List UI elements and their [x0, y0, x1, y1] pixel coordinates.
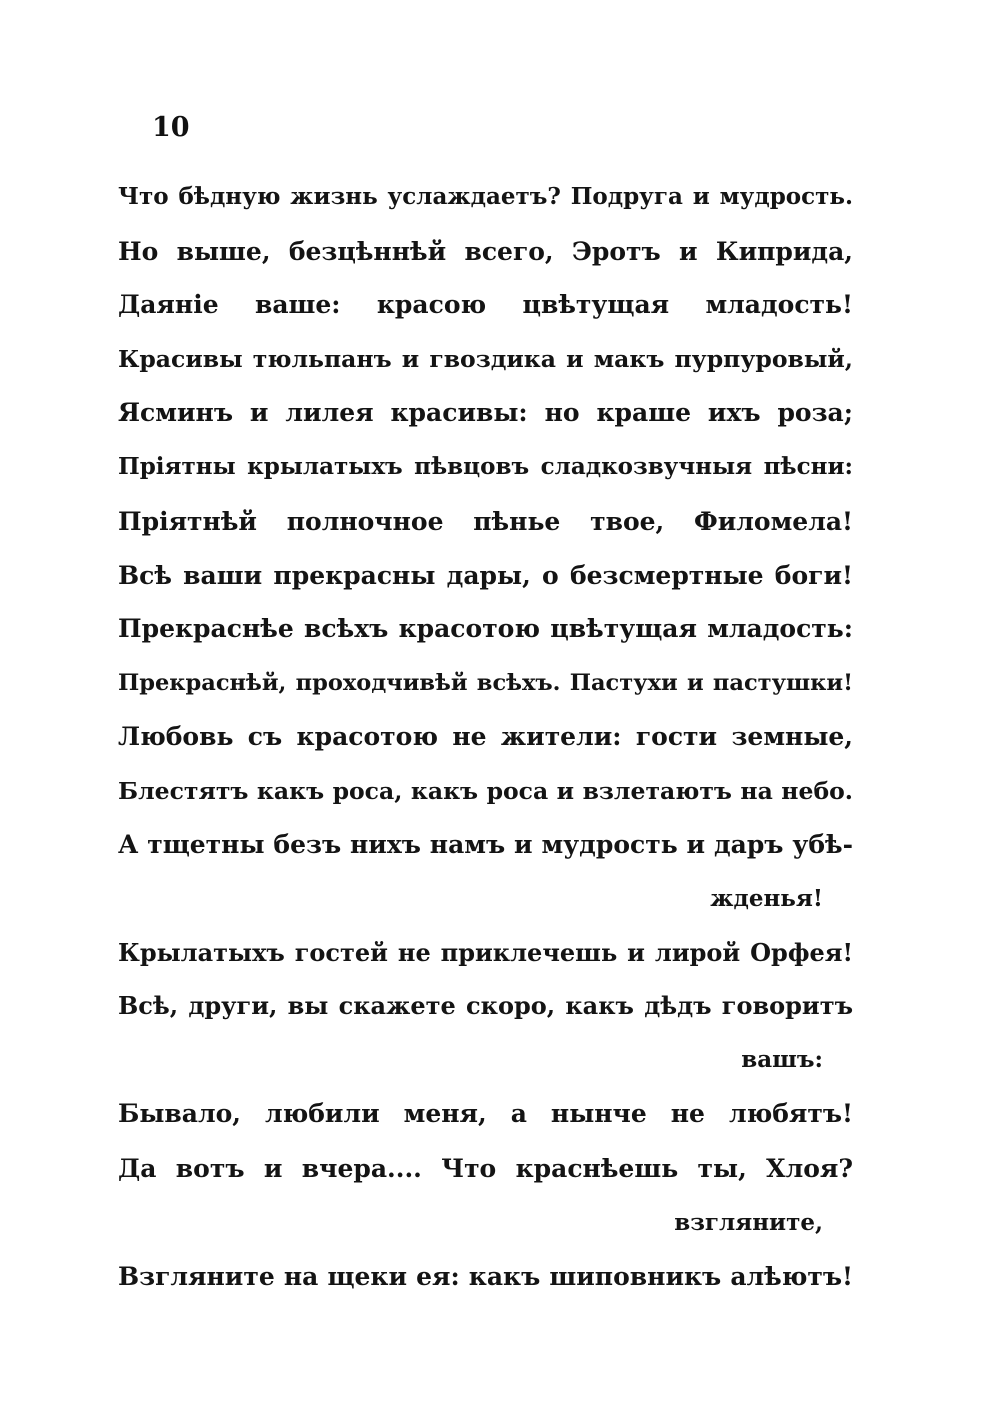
verse-line: Блестятъ какъ роса, какъ роса и взлетаютъ на небо. — [118, 777, 853, 805]
verse-line-continuation: взгляните, — [674, 1209, 823, 1236]
verse-line: Даяніе ваше: красою цвѣтущая младость! — [118, 290, 853, 319]
verse-line-continuation: вашъ: — [741, 1046, 823, 1073]
verse-line: Пріятны крылатыхъ пѣвцовъ сладкозвучныя пѣсни: — [118, 453, 853, 480]
verse-line: Пріятнѣй полночное пѣнье твое, Филомела! — [118, 507, 853, 536]
verse-line-continuation: жденья! — [710, 885, 823, 912]
verse-line: Да вотъ и вчера.... Что краснѣешь ты, Хлоя? — [118, 1154, 853, 1183]
verse-line: А тщетны безъ нихъ намъ и мудрость и даръ убѣ- — [118, 830, 853, 859]
verse-line: Всѣ ваши прекрасны дары, о безсмертные боги! — [118, 561, 853, 590]
verse-line: Красивы тюльпанъ и гвоздика и макъ пурпуровый, — [118, 345, 853, 373]
page-number: 10 — [152, 112, 190, 143]
verse-line: Любовь съ красотою не жители: гости земные, — [118, 722, 853, 751]
verse-line: Всѣ, други, вы скажете скоро, какъ дѣдъ говоритъ — [118, 991, 853, 1020]
verse-line: Бывало, любили меня, а нынче не любятъ! — [118, 1099, 853, 1128]
verse-line: Прекраснѣй, проходчивѣй всѣхъ. Пастухи и пастушки! — [118, 670, 853, 696]
verse-line: Взгляните на щеки ея: какъ шиповникъ алѣютъ! — [118, 1262, 853, 1291]
verse-line: Ясминъ и лилея красивы: но краше ихъ роза; — [118, 398, 853, 427]
verse-line: Но выше, безцѣннѣй всего, Эротъ и Киприда, — [118, 237, 853, 266]
verse-line: Прекраснѣе всѣхъ красотою цвѣтущая младость: — [118, 614, 853, 643]
verse-line: Что бѣдную жизнь услаждаетъ? Подруга и мудрость. — [118, 183, 853, 210]
verse-line: Крылатыхъ гостей не приклечешь и лирой Орфея! — [118, 938, 853, 967]
